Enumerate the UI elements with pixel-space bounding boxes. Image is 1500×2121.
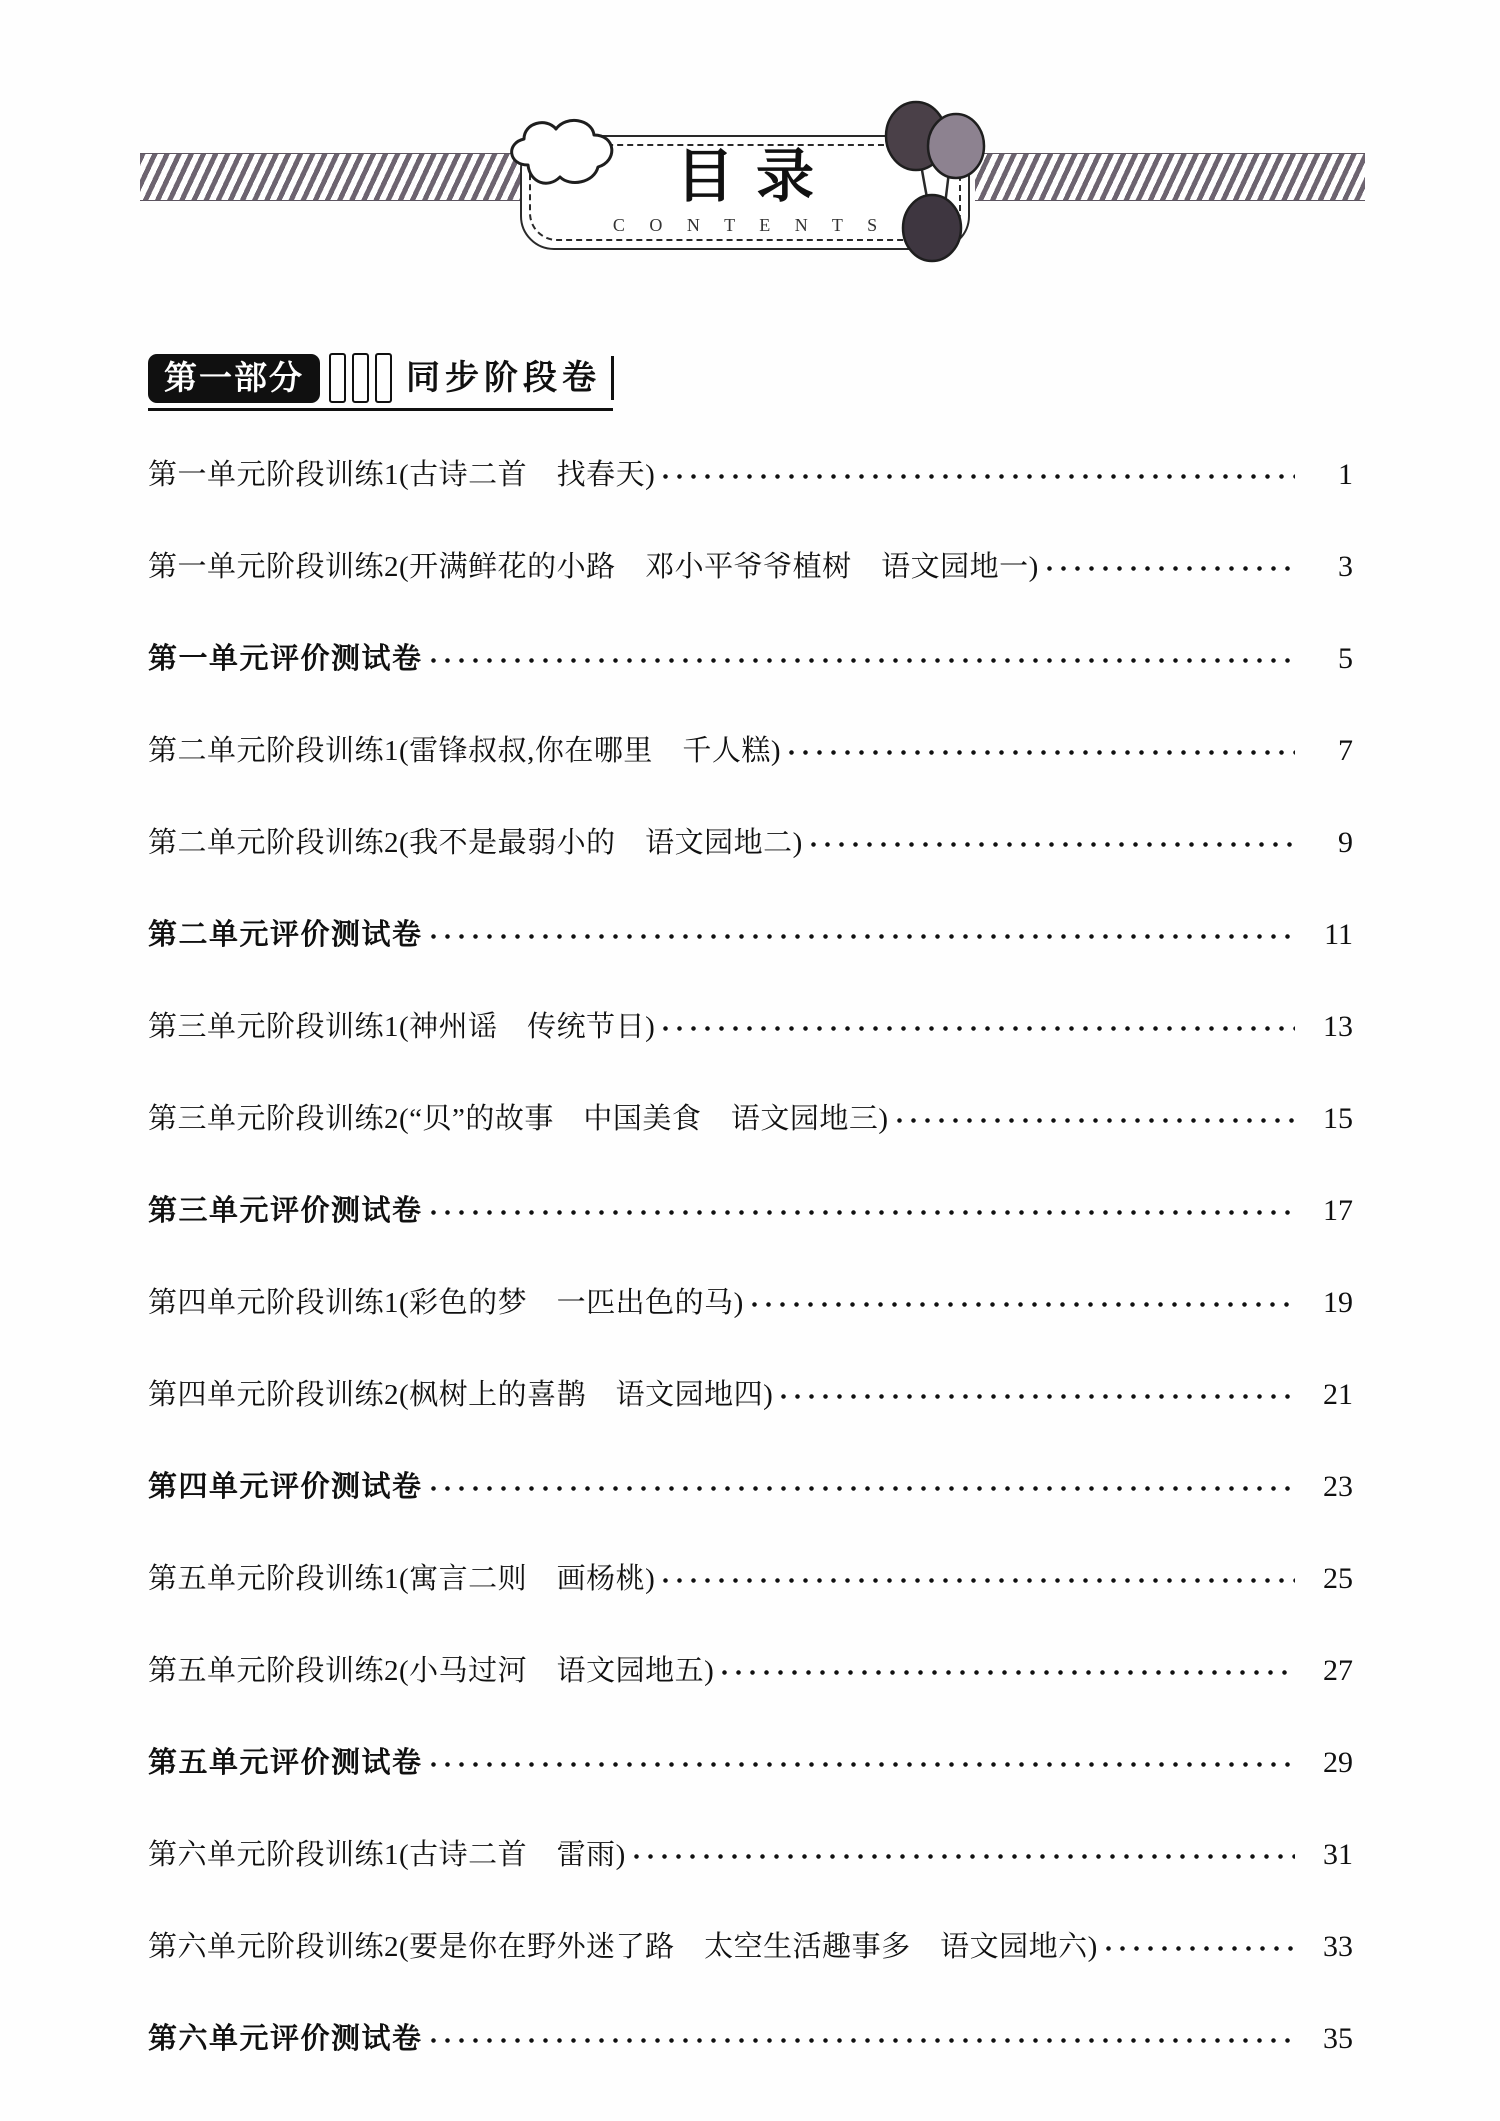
page-title-subtitle: C O N T E N T S xyxy=(612,215,888,235)
toc-leader-dots xyxy=(663,468,1295,484)
toc-leader-dots xyxy=(1047,560,1295,576)
toc-entry-page-number: 31 xyxy=(1323,1838,1353,1871)
toc-leader-dots xyxy=(431,1756,1295,1772)
toc-entry-page-number: 35 xyxy=(1323,2022,1353,2055)
toc-entry-page-number: 1 xyxy=(1338,458,1353,491)
toc-entry-label: 第二单元阶段训练2(我不是最弱小的 语文园地二) xyxy=(148,827,803,859)
toc-entry-label: 第一单元评价测试卷 xyxy=(148,641,423,675)
toc-entry[interactable] xyxy=(148,1740,1353,1832)
toc-leader-dots xyxy=(431,1480,1295,1496)
toc-leader-dots xyxy=(431,928,1295,944)
toc-leader-dots xyxy=(722,1664,1295,1680)
toc-entry[interactable] xyxy=(148,1096,1353,1188)
toc-entry-page-number: 23 xyxy=(1323,1470,1353,1503)
toc-entry-label: 第三单元阶段训练2(“贝”的故事 中国美食 语文园地三) xyxy=(148,1103,889,1135)
toc-leader-dots xyxy=(897,1112,1295,1128)
hatched-ribbon-right-icon xyxy=(975,153,1365,201)
toc-list xyxy=(148,452,1353,2108)
toc-entry-label: 第一单元阶段训练2(开满鲜花的小路 邓小平爷爷植树 语文园地一) xyxy=(148,551,1039,583)
toc-entry[interactable] xyxy=(148,728,1353,820)
toc-entry[interactable] xyxy=(148,1004,1353,1096)
toc-entry[interactable] xyxy=(148,912,1353,1004)
toc-leader-dots xyxy=(431,2032,1295,2048)
toc-entry-page-number: 9 xyxy=(1338,826,1353,859)
part-end-rule xyxy=(611,356,614,400)
toc-entry[interactable] xyxy=(148,1464,1353,1556)
toc-entry-label: 第五单元评价测试卷 xyxy=(148,1745,423,1779)
toc-leader-dots xyxy=(811,836,1295,852)
toc-entry[interactable] xyxy=(148,452,1353,544)
toc-entry[interactable] xyxy=(148,1924,1353,2016)
toc-leader-dots xyxy=(789,744,1295,760)
toc-entry-label: 第六单元阶段训练1(古诗二首 雷雨) xyxy=(148,1839,626,1871)
toc-entry-label: 第四单元评价测试卷 xyxy=(148,1469,423,1503)
toc-entry-label: 第四单元阶段训练2(枫树上的喜鹊 语文园地四) xyxy=(148,1379,774,1411)
toc-leader-dots xyxy=(1106,1940,1295,1956)
toc-entry-label: 第六单元评价测试卷 xyxy=(148,2021,423,2055)
toc-entry-page-number: 25 xyxy=(1323,1562,1353,1595)
toc-entry-page-number: 11 xyxy=(1324,918,1353,951)
toc-entry-label: 第三单元评价测试卷 xyxy=(148,1193,423,1227)
page-header xyxy=(0,95,1500,255)
toc-leader-dots xyxy=(634,1848,1295,1864)
toc-leader-dots xyxy=(781,1388,1295,1404)
toc-entry-page-number: 13 xyxy=(1323,1010,1353,1043)
toc-entry-label: 第六单元阶段训练2(要是你在野外迷了路 太空生活趣事多 语文园地六) xyxy=(148,1931,1098,1963)
toc-entry-page-number: 19 xyxy=(1323,1286,1353,1319)
toc-leader-dots xyxy=(431,652,1295,668)
toc-entry[interactable] xyxy=(148,1832,1353,1924)
toc-leader-dots xyxy=(663,1020,1295,1036)
toc-entry[interactable] xyxy=(148,820,1353,912)
toc-entry-page-number: 5 xyxy=(1338,642,1353,675)
hatched-ribbon-left-icon xyxy=(140,153,540,201)
toc-leader-dots xyxy=(663,1572,1295,1588)
part-badge: 第一部分 xyxy=(148,354,320,403)
toc-entry-page-number: 15 xyxy=(1323,1102,1353,1135)
toc-entry-page-number: 7 xyxy=(1338,734,1353,767)
part-heading xyxy=(148,350,614,406)
toc-entry-label: 第二单元评价测试卷 xyxy=(148,917,423,951)
toc-entry[interactable] xyxy=(148,1188,1353,1280)
toc-entry-label: 第五单元阶段训练1(寓言二则 画杨桃) xyxy=(148,1563,656,1595)
part-title: 同步阶段卷 xyxy=(406,358,601,398)
toc-entry[interactable] xyxy=(148,1280,1353,1372)
toc-entry[interactable] xyxy=(148,636,1353,728)
toc-entry[interactable] xyxy=(148,1648,1353,1740)
page-title: 目录 xyxy=(675,142,836,210)
toc-entry[interactable] xyxy=(148,1372,1353,1464)
toc-entry-label: 第一单元阶段训练1(古诗二首 找春天) xyxy=(148,459,656,491)
toc-entry-page-number: 33 xyxy=(1323,1930,1353,1963)
toc-entry[interactable] xyxy=(148,2016,1353,2108)
toc-leader-dots xyxy=(752,1296,1295,1312)
toc-entry-label: 第三单元阶段训练1(神州谣 传统节日) xyxy=(148,1011,656,1043)
toc-entry[interactable] xyxy=(148,1556,1353,1648)
toc-entry-label: 第五单元阶段训练2(小马过河 语文园地五) xyxy=(148,1655,715,1687)
toc-entry-page-number: 27 xyxy=(1323,1654,1353,1687)
toc-leader-dots xyxy=(431,1204,1295,1220)
toc-entry-page-number: 3 xyxy=(1338,550,1353,583)
toc-entry[interactable] xyxy=(148,544,1353,636)
toc-entry-page-number: 17 xyxy=(1323,1194,1353,1227)
toc-entry-label: 第二单元阶段训练1(雷锋叔叔,你在哪里 千人糕) xyxy=(148,735,782,767)
toc-entry-page-number: 29 xyxy=(1323,1746,1353,1779)
part-underline xyxy=(148,408,613,411)
triple-bar-icon xyxy=(329,353,392,403)
toc-entry-page-number: 21 xyxy=(1323,1378,1353,1411)
toc-entry-label: 第四单元阶段训练1(彩色的梦 一匹出色的马) xyxy=(148,1287,744,1319)
